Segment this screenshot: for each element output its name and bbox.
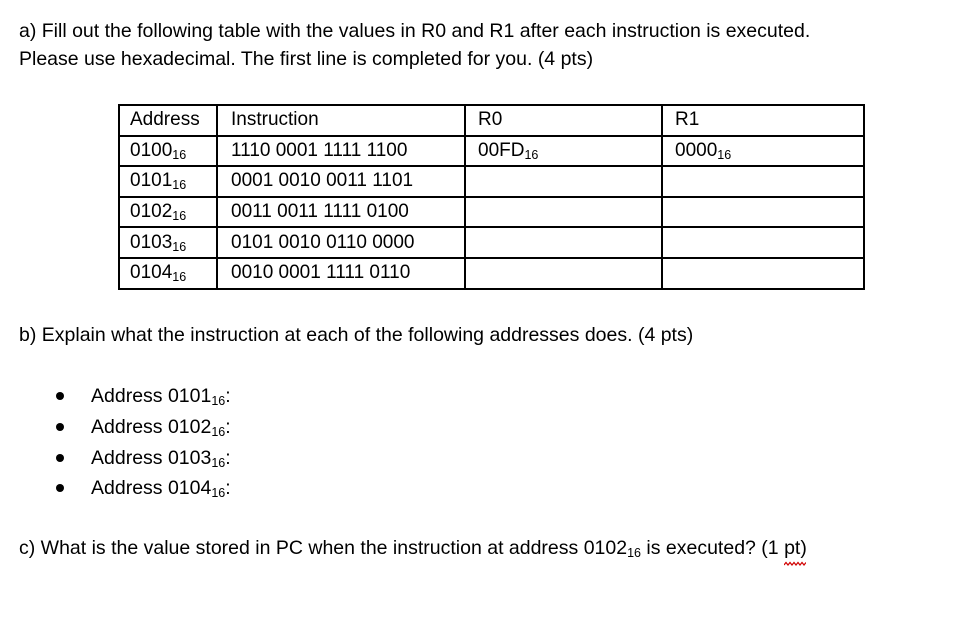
r1-cell[interactable]: [662, 166, 864, 197]
instruction-cell: 1110 0001 1111 1100: [217, 136, 465, 167]
bullet-icon: [56, 484, 64, 492]
question-b: b) Explain what the instruction at each of the following addresses does. (4 pts): [19, 324, 694, 346]
list-item: Address $0103_{16}$:: [56, 443, 231, 474]
instruction-cell: 0011 0011 1111 0100: [217, 197, 465, 228]
r0-cell[interactable]: [465, 258, 662, 289]
header-instruction: Instruction: [217, 105, 465, 136]
table-row: [119, 197, 864, 228]
r0-cell[interactable]: [465, 227, 662, 258]
register-table: [118, 104, 865, 290]
address-cell: $0100_{16}$: [119, 136, 217, 167]
header-address: Address: [119, 105, 217, 136]
address-bullet-list: [56, 381, 231, 504]
r1-cell[interactable]: [662, 197, 864, 228]
r0-cell[interactable]: $00FD_{16}$: [465, 136, 662, 167]
r1-cell[interactable]: [662, 258, 864, 289]
address-cell: $0103_{16}$: [119, 227, 217, 258]
list-item: Address $0101_{16}$:: [56, 381, 231, 412]
address-cell: $0104_{16}$: [119, 258, 217, 289]
bullet-icon: [56, 392, 64, 400]
header-r1: R1: [662, 105, 864, 136]
r1-cell[interactable]: [662, 227, 864, 258]
r0-cell[interactable]: [465, 197, 662, 228]
question-c: c) What is the value stored in PC when the instruction at address $0102_{16}$ is executed? (1 pt ): [19, 534, 807, 562]
question-a-line1: a) Fill out the following table with the values in R0 and R1 after each instruction is executed.: [19, 20, 811, 42]
question-a: [19, 17, 810, 73]
address-cell: $0101_{16}$: [119, 166, 217, 197]
spellcheck-squiggle-icon: [784, 561, 806, 567]
table-row: [119, 166, 864, 197]
r1-cell[interactable]: $0000_{16}$: [662, 136, 864, 167]
table-row: [119, 227, 864, 258]
address-cell: $0102_{16}$: [119, 197, 217, 228]
spellcheck-word: pt: [784, 534, 800, 562]
header-r0: R0: [465, 105, 662, 136]
table-header-row: [119, 105, 864, 136]
bullet-icon: [56, 423, 64, 431]
bullet-icon: [56, 454, 64, 462]
table-row: [119, 136, 864, 167]
table-row: [119, 258, 864, 289]
instruction-cell: 0001 0010 0011 1101: [217, 166, 465, 197]
instruction-cell: 0010 0001 1111 0110: [217, 258, 465, 289]
list-item: Address $0104_{16}$:: [56, 473, 231, 504]
instruction-cell: 0101 0010 0110 0000: [217, 227, 465, 258]
r0-cell[interactable]: [465, 166, 662, 197]
question-a-line2: Please use hexadecimal. The first line is completed for you. (4 pts): [19, 48, 594, 70]
list-item: Address $0102_{16}$:: [56, 412, 231, 443]
